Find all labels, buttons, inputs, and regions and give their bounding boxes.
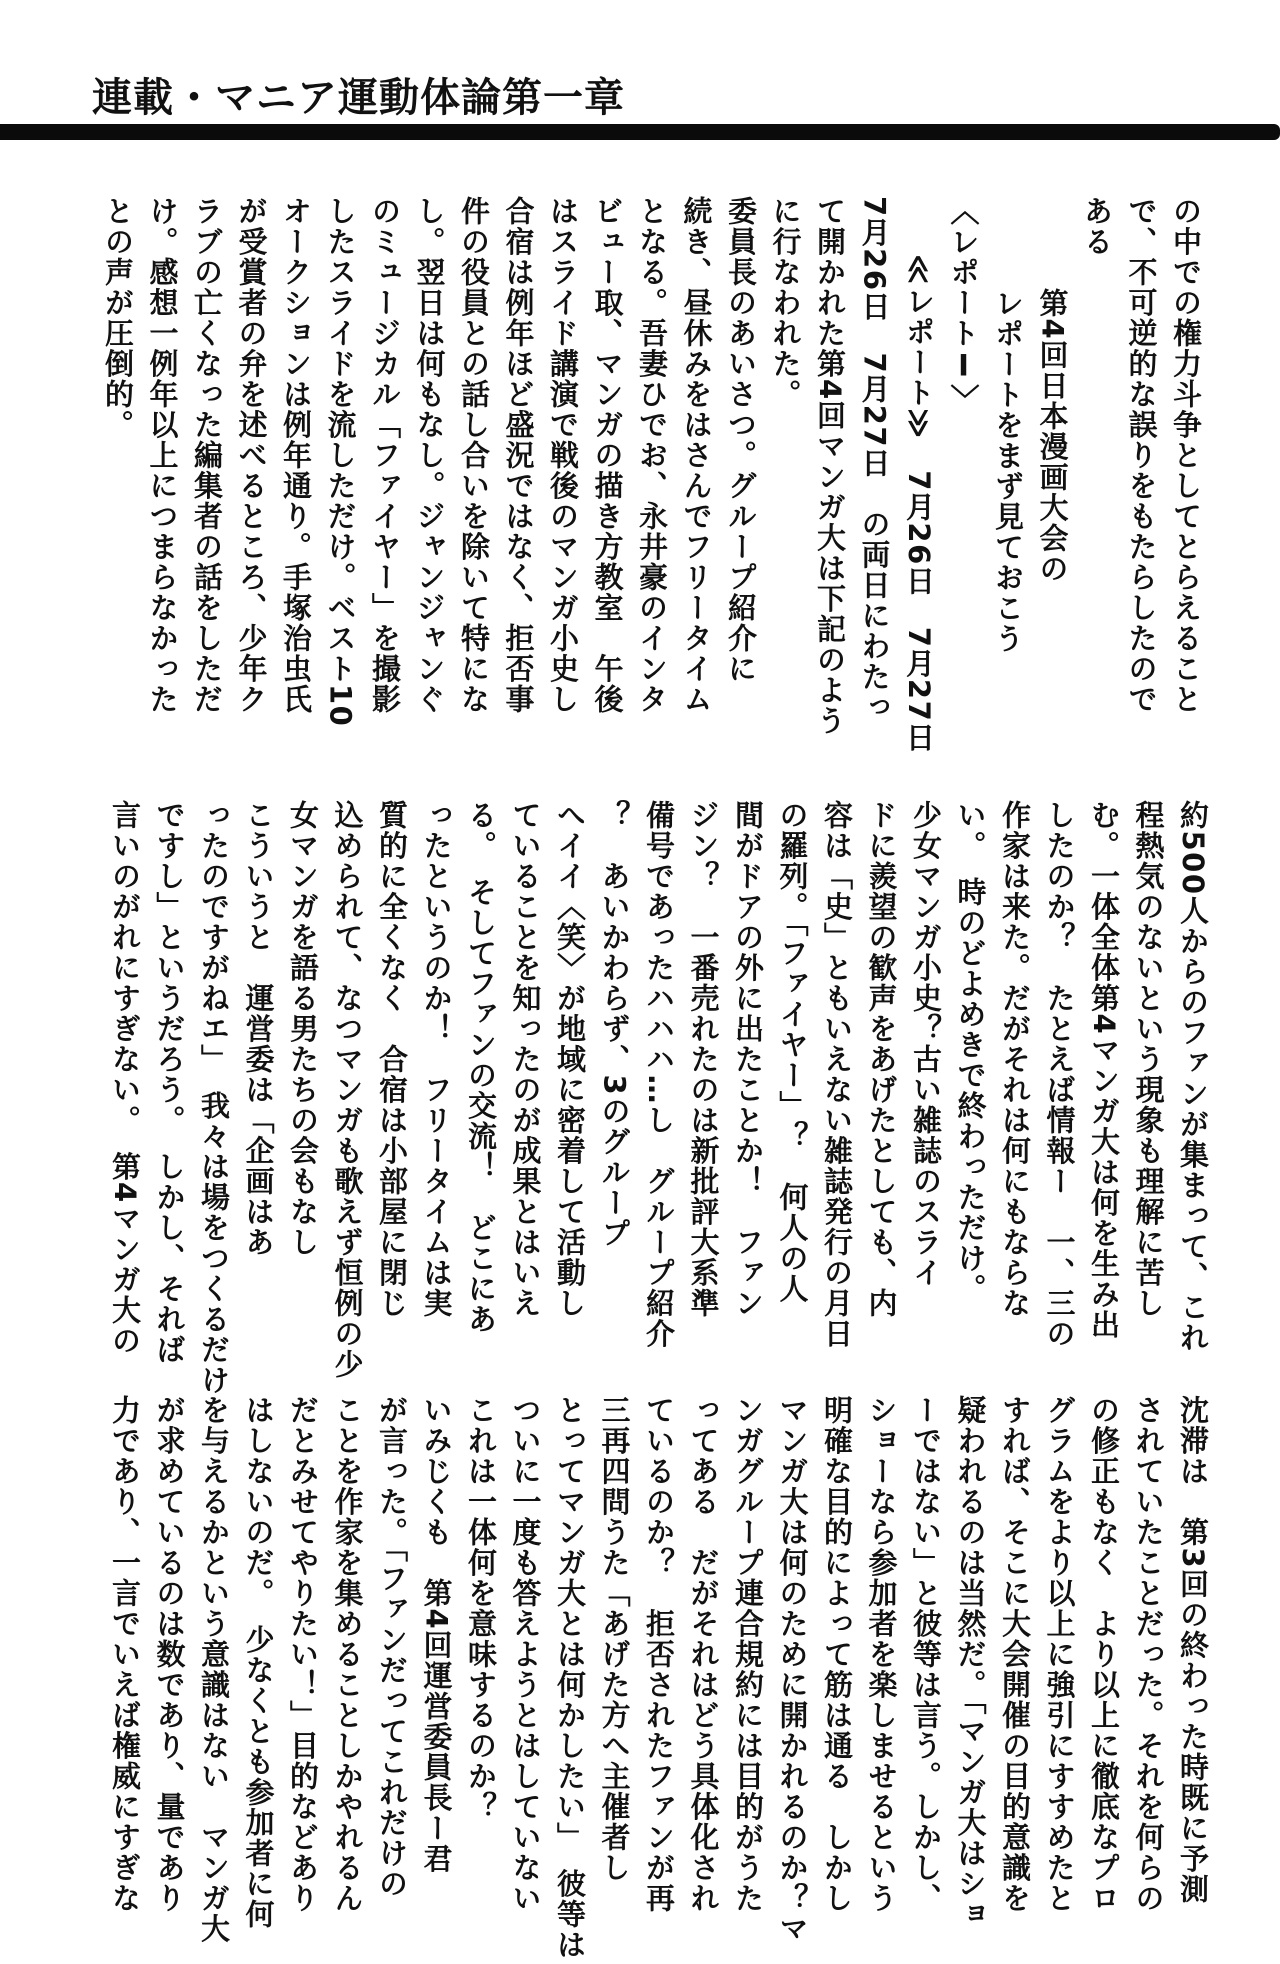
text-column: が言った。「ファンだってこれだけの	[375, 1395, 409, 1899]
text-column: ったというのか！ フリータイムは実	[419, 800, 454, 1319]
text-column: これは一体何を意味するのか？	[464, 1395, 498, 1822]
text-column: ていることを知ったのが成果とはいえ	[508, 800, 543, 1319]
text-column: を与えるかという意識はない マンガ大	[197, 1395, 231, 1944]
text-column: ンガグループ連合規約には目的がうた	[731, 1395, 765, 1914]
text-column: ってある だがそれはどう具体化され	[686, 1395, 721, 1914]
text-column: すれば、そこに大会開催の目的意識を	[998, 1395, 1032, 1914]
text-column: 少女マンガ小史？古い雑誌のスライ	[909, 800, 943, 1288]
text-column: オークションは例年通り。手塚治虫氏	[279, 196, 313, 715]
text-column: ジン？ 一番売れたのは新批評大系準	[686, 800, 721, 1319]
text-column: 続き、昼休みをはさんでフリータイム	[679, 196, 714, 715]
text-column: ビュー取、マンガの描き方教室 午後	[590, 196, 625, 715]
text-column: ことを作家を集めることしかやれるん	[330, 1395, 365, 1914]
text-column: が求めているのは数であり、量であり	[152, 1395, 187, 1914]
text-column: て開かれた第4回マンガ大は下記のよう	[813, 196, 847, 737]
text-column: 間がドアの外に出たことか！ ファン	[731, 800, 765, 1319]
text-column: へイイ〈笑〉が地域に密着して活動し	[553, 800, 587, 1319]
text-column: 備号であったハハハ…し グループ紹介	[642, 800, 676, 1349]
text-column: け。感想一例年以上につまらなかった	[145, 196, 180, 715]
text-column: 7月26日 7月27日 の両日にわたっ	[857, 196, 892, 723]
text-column: されていたことだった。それを何らの	[1131, 1395, 1166, 1914]
text-column: グラムをより以上に強引にすすめたと	[1042, 1395, 1077, 1914]
text-column: む。一体全体第4マンガ大は何を生み出	[1087, 800, 1121, 1341]
text-column: 言いのがれにすぎない。 第4マンガ大の	[108, 800, 142, 1357]
text-column: ≪レポート≫ 7月26日 7月27日	[902, 254, 936, 753]
text-column: ショーなら参加者を楽しませるという	[864, 1395, 899, 1914]
text-column: し。翌日は何もなし。ジャンジャンぐ	[412, 196, 447, 715]
text-column: こういうと 運営委は「企画はあ	[241, 800, 276, 1258]
text-column: 三再四問うた「あげた方へ主催者し	[597, 1395, 632, 1883]
text-column: 明確な目的によって筋は通る しかし	[820, 1395, 854, 1914]
series-title: 連載・マニア運動体論第一章	[92, 75, 625, 121]
text-column: ですし」というだろう。 しかし、それば	[152, 800, 187, 1365]
text-column: ーではない」と彼等は言う。しかし、	[909, 1395, 943, 1914]
text-column: の中での権力斗争としてとらえること	[1169, 196, 1203, 715]
text-column: 疑われるのは当然だ。「マンガ大はショ	[953, 1395, 988, 1930]
text-column: ある	[1080, 196, 1114, 257]
text-column: が受賞者の弁を述べるところ、少年ク	[234, 196, 269, 715]
text-column: レポートをまず見ておこう	[991, 288, 1025, 654]
text-column: の羅列。「ファイヤー」？ 何人の人	[775, 800, 810, 1304]
text-column: に行なわれた。	[768, 196, 803, 410]
text-block-bottom	[90, 1395, 1215, 1960]
text-column: したのか？ たとえば情報ー 一、三の	[1042, 800, 1077, 1349]
text-column: 約500人からのファンが集まって、これ	[1176, 800, 1210, 1354]
text-column: ？ あいかわらず、3のグループ	[597, 800, 632, 1249]
text-column: い。 時のどよめきで終わっただけ。	[953, 800, 988, 1304]
text-column: 質的に全くなく 合宿は小部屋に閉じ	[375, 800, 409, 1319]
text-column: のミュージカル「ファイヤー」を撮影	[368, 196, 402, 715]
text-column: 合宿は例年ほど盛況ではなく、拒否事	[501, 196, 536, 715]
text-column: となる。吾妻ひでお、永井豪のインタ	[635, 196, 669, 715]
text-column: ているのか？ 拒否されたファンが再	[642, 1395, 676, 1914]
text-column: いみじくも 第4回運営委員長ー君	[419, 1395, 454, 1875]
text-column: マンガ大は何のために開かれるのか？マ	[775, 1395, 810, 1944]
text-column: はスライド講演で戦後のマンガ小史し	[546, 196, 580, 715]
text-column: との声が圧倒的。	[101, 196, 135, 440]
text-column: 委員長のあいさつ。グループ紹介に	[724, 196, 758, 684]
text-column: 沈滞は 第3回の終わった時既に予測	[1176, 1395, 1210, 1905]
text-column: ラブの亡くなった編集者の話をしただ	[190, 196, 224, 715]
text-column: る。 そしてファンの交流！ どこにあ	[464, 800, 498, 1335]
text-column: とってマンガ大とは何かしたい」 彼等は	[553, 1395, 587, 1960]
text-column: 〈レポートⅠ〉	[946, 196, 981, 415]
text-column: の修正もなく より以上に徹底なプロ	[1087, 1395, 1121, 1914]
text-column: だとみせてやりたい！」目的などあり	[286, 1395, 320, 1914]
text-column: 第4回日本漫画大会の	[1035, 288, 1070, 585]
text-column: 程熱気のないという現象も理解に苦し	[1131, 800, 1166, 1319]
text-column: ついに一度も答えようとはしていない	[508, 1395, 543, 1914]
text-column: ドに羨望の歓声をあげたとしても、内	[864, 800, 899, 1319]
text-block-top	[96, 196, 1208, 756]
text-column: 込められて、なつマンガも歌えず恒例の少	[330, 800, 365, 1380]
text-column: で、不可逆的な誤りをもたらしたので	[1124, 196, 1159, 715]
text-column: 力であり、一言でいえば権威にすぎな	[108, 1395, 142, 1914]
header-rule-divider	[0, 124, 1280, 140]
text-column: 容は「史」ともいえない雑誌発行の月日	[820, 800, 854, 1349]
text-column: 女マンガを語る男たちの会もなし	[286, 800, 320, 1258]
text-column: したスライドを流しただけ。ベスト10	[323, 196, 358, 728]
text-column: 作家は来た。だがそれは何にもならな	[998, 800, 1032, 1319]
text-column: 件の役員との話し合いを除いて特にな	[457, 196, 491, 715]
text-column: ったのですがねエ」 我々は場をつくるだけ	[197, 800, 231, 1396]
text-column: はしないのだ。 少なくとも参加者に何	[241, 1395, 276, 1930]
text-block-middle	[90, 800, 1215, 1396]
